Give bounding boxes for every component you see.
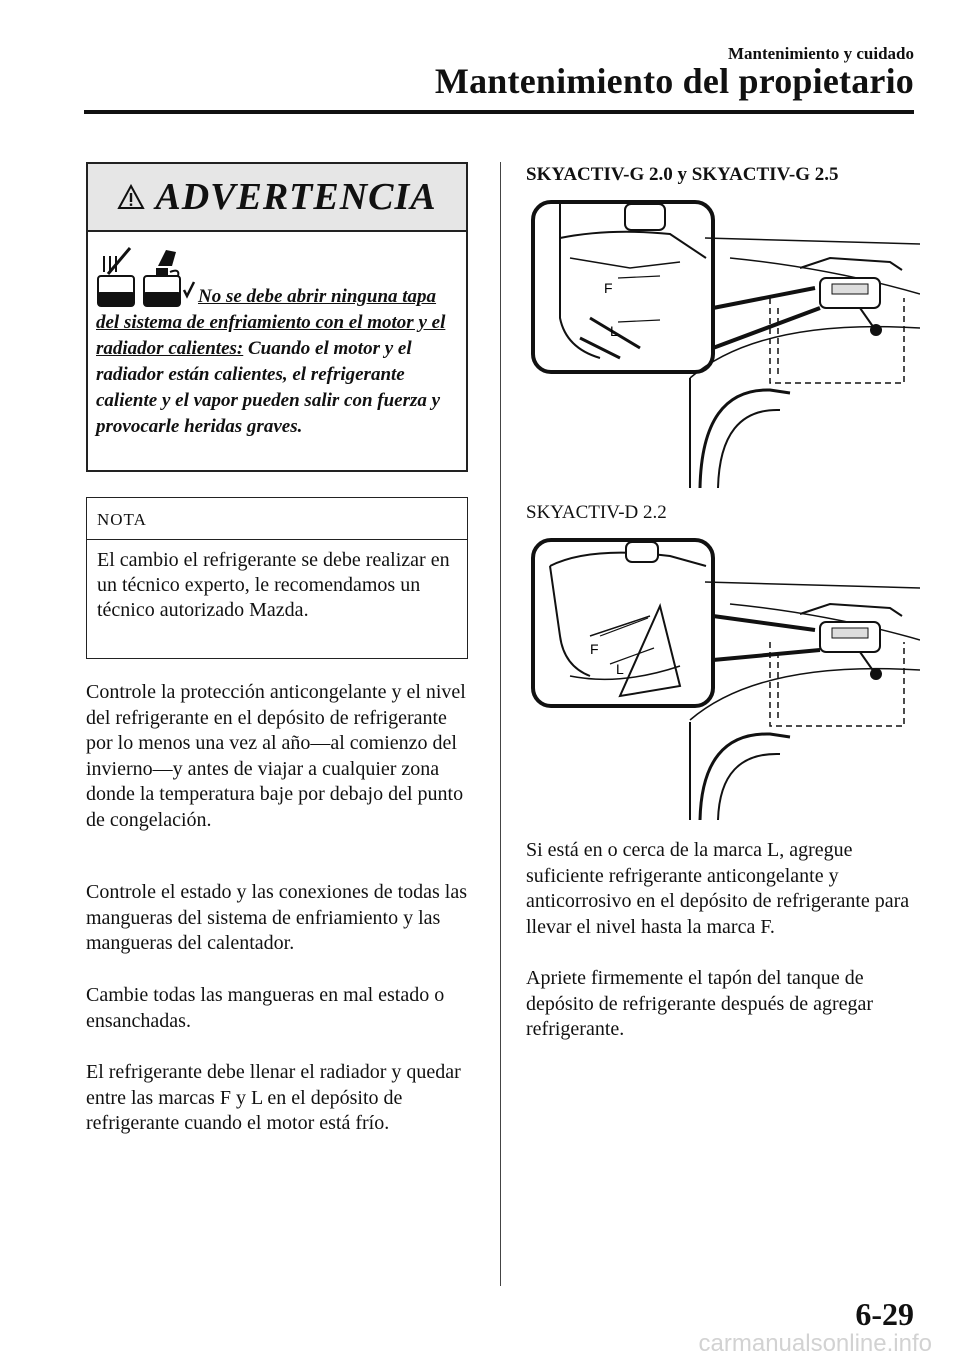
page-title: Mantenimiento del propietario xyxy=(434,61,914,101)
note-text: El cambio el refrigerante se debe realizar en un técnico experto, le recomendamos un técnico autorizado Mazda. xyxy=(97,549,450,621)
column-divider xyxy=(500,162,501,1286)
figure-title-skyactiv-g: SKYACTIV-G 2.0 y SKYACTIV-G 2.5 xyxy=(526,164,839,185)
hot-coolant-icons xyxy=(96,246,196,310)
paragraph-tighten-cap: Apriete firmemente el tapón del tanque de depósito de refrigerante después de agregar refrigerante. xyxy=(526,967,874,1040)
warning-header xyxy=(88,164,466,232)
header-divider xyxy=(84,110,914,114)
paragraph-coolant-level: El refrigerante debe llenar el radiador y quedar entre las marcas F y L en el depósito de refrigerante cuando el motor está frío. xyxy=(86,1061,461,1134)
watermark: carmanualsonline.info xyxy=(698,1330,932,1357)
warning-triangle-icon xyxy=(117,184,145,210)
coolant-reservoir-figure-g xyxy=(530,198,920,488)
warning-title: ADVERTENCIA xyxy=(155,176,437,218)
note-title: NOTA xyxy=(87,498,467,540)
paragraph-hose-replace: Cambie todas las mangueras en mal estado o ensanchadas. xyxy=(86,984,445,1032)
figure-title-skyactiv-d: SKYACTIV-D 2.2 xyxy=(526,502,667,523)
note-box xyxy=(86,497,468,659)
warning-box xyxy=(86,162,468,472)
mark-l-label: L xyxy=(616,661,624,677)
mark-f-label: F xyxy=(604,280,613,296)
section-title: Mantenimiento y cuidado xyxy=(727,44,914,63)
warning-underlined-text: No se debe abrir ninguna tapa del sistema de enfriamiento con el motor y el radiador calientes: xyxy=(96,286,446,359)
paragraph-add-coolant: Si está en o cerca de la marca L, agregue suficiente refrigerante anticongelante y anticorrosivo en el depósito de refrigerante para llevar el nivel hasta la marca F. xyxy=(526,839,910,938)
paragraph-antifreeze-check: Controle la protección anticongelante y el nivel del refrigerante en el depósito de refrigerante por lo menos una vez al año―al comienzo del invierno―y antes de viajar a cualquier zona donde la temperatura baje por debajo del punto de congelación. xyxy=(86,681,466,831)
warning-text: Cuando el motor y el radiador están calientes, el refrigerante caliente y el vapor pueden salir con fuerza y provocarle heridas graves. xyxy=(96,338,441,437)
coolant-reservoir-figure-d xyxy=(530,536,920,820)
do-not-open-cap-icon xyxy=(144,250,194,306)
warning-body xyxy=(88,232,466,440)
mark-f-label: F xyxy=(590,641,599,657)
hot-coolant-reservoir-icon xyxy=(98,248,134,306)
paragraph-hose-check: Controle el estado y las conexiones de todas las mangueras del sistema de enfriamiento y las mangueras del calentador. xyxy=(86,881,468,954)
mark-l-label: L xyxy=(610,323,618,339)
page-number: 6-29 xyxy=(855,1296,914,1332)
